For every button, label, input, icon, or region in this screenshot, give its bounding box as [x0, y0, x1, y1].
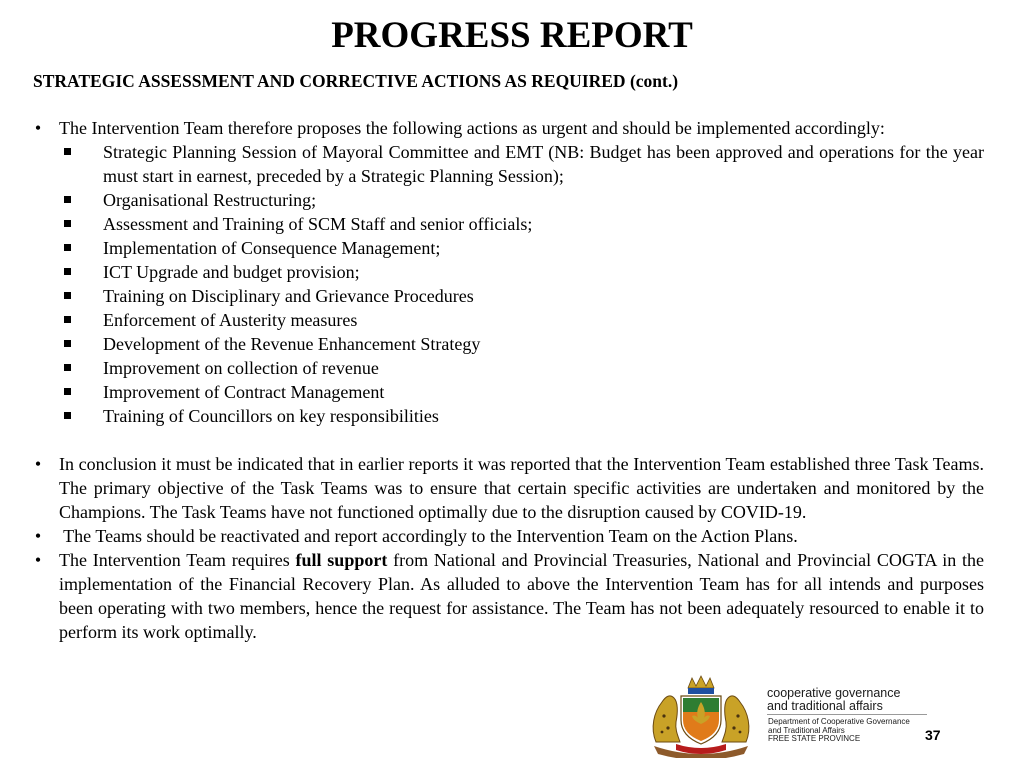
page-number: 37: [925, 727, 941, 743]
square-bullet-icon: [64, 220, 71, 227]
support-paragraph: [33, 548, 984, 644]
list-item-text: Implementation of Consequence Management;: [103, 238, 441, 258]
list-item: [33, 260, 984, 284]
square-bullet-icon: [64, 340, 71, 347]
brand-divider: [767, 714, 927, 715]
list-item: [33, 188, 984, 212]
department-line-2: and Traditional Affairs: [768, 725, 845, 735]
page-title: PROGRESS REPORT: [331, 15, 693, 56]
list-item-text: Development of the Revenue Enhancement Strategy: [103, 334, 481, 354]
support-text-after: from National and Provincial Treasuries, National and Provincial COGTA in the implementation of the Financial Recovery Plan. As alluded to above the Intervention Team has for all intends and purposes been operating with two members, hence the request for assistance. The Team has not been adequately resourced to enable it to perform its work optimally.: [59, 550, 984, 642]
list-item: [33, 380, 984, 404]
coat-of-arms-logo: [648, 672, 754, 758]
reactivate-paragraph: [33, 524, 984, 548]
list-item-text: Enforcement of Austerity measures: [103, 310, 358, 330]
department-line-3: FREE STATE PROVINCE: [768, 734, 861, 743]
bullet-icon: •: [34, 526, 42, 546]
square-bullet-icon: [64, 196, 71, 203]
list-item: [33, 284, 984, 308]
brand-name: [767, 687, 900, 713]
list-item-text: Organisational Restructuring;: [103, 190, 317, 210]
square-bullet-icon: [64, 292, 71, 299]
list-item-text: Assessment and Training of SCM Staff and senior officials;: [103, 214, 533, 234]
list-item-text: Strategic Planning Session of Mayoral Committee and EMT (NB: Budget has been approved and operations for the year must start in earnest, preceded by a Strategic Planning Session);: [103, 142, 984, 186]
bullet-icon: •: [34, 454, 42, 474]
list-item: [33, 236, 984, 260]
square-bullet-icon: [64, 148, 71, 155]
square-bullet-icon: [64, 412, 71, 419]
list-item: [33, 404, 984, 428]
support-text-before: The Intervention Team requires: [59, 550, 296, 570]
list-item-text: Training on Disciplinary and Grievance Procedures: [103, 286, 474, 306]
report-body: [33, 116, 984, 644]
intro-paragraph: [33, 116, 984, 140]
bullet-icon: •: [34, 550, 42, 570]
department-line-1: Department of Cooperative Governance: [768, 717, 910, 726]
list-item: [33, 308, 984, 332]
square-bullet-icon: [64, 244, 71, 251]
list-item-text: Improvement on collection of revenue: [103, 358, 379, 378]
list-item: [33, 140, 984, 188]
list-item: [33, 356, 984, 380]
square-bullet-icon: [64, 268, 71, 275]
list-item-text: ICT Upgrade and budget provision;: [103, 262, 360, 282]
support-emphasis: full support: [295, 550, 388, 570]
square-bullet-icon: [64, 364, 71, 371]
conclusion-text: In conclusion it must be indicated that in earlier reports it was reported that the Intervention Team established three Task Teams. The primary objective of the Task Teams was to ensure that certain specific activities are undertaken and monitored by the Champions. The Task Teams have not functioned optimally due to the disruption caused by COVID-19.: [59, 454, 984, 522]
list-item-text: Training of Councillors on key responsibilities: [103, 406, 439, 426]
list-item: [33, 332, 984, 356]
list-item-text: Improvement of Contract Management: [103, 382, 385, 402]
bullet-icon: •: [34, 118, 42, 138]
intro-text: The Intervention Team therefore proposes the following actions as urgent and should be implemented accordingly:: [59, 118, 885, 138]
list-item: [33, 212, 984, 236]
conclusion-paragraph: [33, 452, 984, 524]
brand-line-2: and traditional affairs: [767, 699, 883, 713]
brand-line-1: cooperative governance: [767, 686, 901, 700]
department-name: [768, 718, 910, 744]
actions-list: [33, 140, 984, 428]
square-bullet-icon: [64, 316, 71, 323]
reactivate-text: The Teams should be reactivated and report accordingly to the Intervention Team on the Action Plans.: [59, 526, 798, 546]
section-subtitle: STRATEGIC ASSESSMENT AND CORRECTIVE ACTIONS AS REQUIRED (cont.): [33, 71, 679, 91]
square-bullet-icon: [64, 388, 71, 395]
